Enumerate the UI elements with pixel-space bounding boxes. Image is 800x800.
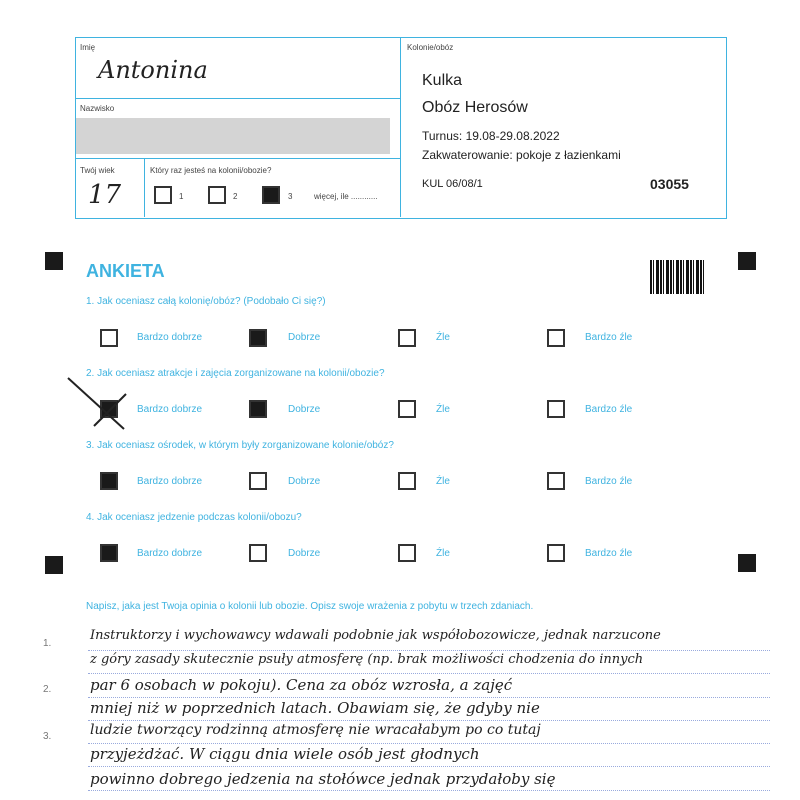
handwriting-line-3: par 6 osobach w pokoju). Cena za obóz wzrosła, a zajęć [90, 676, 513, 694]
line-number-2: 2. [43, 684, 52, 695]
writing-line [88, 697, 770, 698]
writing-line [88, 743, 770, 744]
age-value: 17 [88, 180, 122, 210]
writing-line [88, 673, 770, 674]
camp-line2: Obóz Herosów [422, 99, 528, 116]
q4-label-very-good: Bardzo dobrze [137, 548, 203, 559]
surname-label: Nazwisko [80, 104, 115, 113]
q2-label-good: Dobrze [288, 404, 321, 415]
q4-label-bad: Źle [436, 548, 450, 559]
q2-label-very-good: Bardzo dobrze [137, 404, 203, 415]
handwriting-line-6: przyjeżdżać. W ciągu dnia wiele osób jest głodnych [90, 745, 480, 763]
q3-label-very-good: Bardzo dobrze [137, 476, 203, 487]
barcode [650, 260, 705, 294]
q1-option-very-bad[interactable] [547, 329, 565, 347]
q3-label-very-bad: Bardzo źle [585, 476, 633, 487]
times-more: więcej, ile ............ [314, 192, 378, 201]
q2-option-good[interactable] [249, 400, 267, 418]
writing-line [88, 650, 770, 651]
header-divider-3 [144, 158, 145, 217]
camp-code: KUL 06/08/1 [422, 178, 483, 190]
question-3-text: 3. Jak oceniasz ośrodek, w którym były zorganizowane kolonie/obóz? [86, 440, 394, 451]
age-label: Twój wiek [80, 166, 115, 175]
times-option-2: 2 [233, 192, 238, 201]
line-number-3: 3. [43, 731, 52, 742]
q3-label-good: Dobrze [288, 476, 321, 487]
registration-marker [45, 556, 63, 574]
times-option-1: 1 [179, 192, 184, 201]
camp-line1: Kulka [422, 72, 463, 89]
survey-title: ANKIETA [86, 261, 165, 281]
handwriting-line-7: powinno dobrego jedzenia na stołówce jednak przydałoby się [90, 770, 556, 788]
q1-option-very-good[interactable] [100, 329, 118, 347]
writing-line [88, 720, 770, 721]
handwriting-line-2: z góry zasady skutecznie psuły atmosferę (np. brak możliwości chodzenia do innych [90, 652, 644, 667]
header-divider-1 [75, 98, 400, 99]
handwriting-line-1: Instruktorzy i wychowawcy wdawali podobnie jak współobozowicze, jednak narzucone [90, 628, 661, 643]
header-divider-vertical [400, 37, 401, 217]
handwriting-line-5: ludzie tworzący rodzinną atmosferę nie wracałabym po co tutaj [90, 722, 541, 738]
times-checkbox-2[interactable] [208, 186, 226, 204]
writing-line [88, 790, 770, 791]
q4-label-good: Dobrze [288, 548, 321, 559]
q1-label-very-good: Bardzo dobrze [137, 332, 203, 343]
q2-option-very-bad[interactable] [547, 400, 565, 418]
q2-label-very-bad: Bardzo źle [585, 404, 633, 415]
times-option-3: 3 [288, 192, 293, 201]
question-2-text: 2. Jak oceniasz atrakcje i zajęcia zorganizowane na kolonii/obozie? [86, 368, 385, 379]
registration-marker [738, 554, 756, 572]
q4-label-very-bad: Bardzo źle [585, 548, 633, 559]
q3-option-very-good[interactable] [100, 472, 118, 490]
q1-option-good[interactable] [249, 329, 267, 347]
q1-label-very-bad: Bardzo źle [585, 332, 633, 343]
q3-option-very-bad[interactable] [547, 472, 565, 490]
handwriting-line-4: mniej niż w poprzednich latach. Obawiam się, że gdyby nie [90, 699, 540, 717]
writing-line [88, 766, 770, 767]
times-label: Który raz jesteś na kolonii/obozie? [150, 166, 272, 175]
q4-option-very-good[interactable] [100, 544, 118, 562]
q1-label-bad: Źle [436, 332, 450, 343]
question-4-text: 4. Jak oceniasz jedzenie podczas kolonii/obozu? [86, 512, 302, 523]
line-number-1: 1. [43, 638, 52, 649]
name-label: Imię [80, 43, 96, 52]
name-value: Antonina [98, 56, 208, 84]
registration-marker [738, 252, 756, 270]
q4-option-very-bad[interactable] [547, 544, 565, 562]
q2-option-bad[interactable] [398, 400, 416, 418]
q3-label-bad: Źle [436, 476, 450, 487]
camp-label: Kolonie/obóz [407, 43, 454, 52]
q4-option-good[interactable] [249, 544, 267, 562]
form-number: 03055 [650, 176, 689, 192]
accommodation-text: Zakwaterowanie: pokoje z łazienkami [422, 148, 621, 162]
opinion-prompt: Napisz, jaka jest Twoja opinia o kolonii lub obozie. Opisz swoje wrażenia z pobytu w trzech zdaniach. [86, 601, 534, 612]
registration-marker [45, 252, 63, 270]
crossed-out-mark [64, 374, 134, 434]
q2-label-bad: Źle [436, 404, 450, 415]
q1-label-good: Dobrze [288, 332, 321, 343]
times-checkbox-3[interactable] [262, 186, 280, 204]
surname-redacted [76, 118, 390, 154]
question-1-text: 1. Jak oceniasz całą kolonię/obóz? (Podobało Ci się?) [86, 296, 326, 307]
turnus-text: Turnus: 19.08-29.08.2022 [422, 129, 560, 143]
q4-option-bad[interactable] [398, 544, 416, 562]
times-checkbox-1[interactable] [154, 186, 172, 204]
q3-option-bad[interactable] [398, 472, 416, 490]
q1-option-bad[interactable] [398, 329, 416, 347]
header-divider-2 [75, 158, 400, 159]
q3-option-good[interactable] [249, 472, 267, 490]
